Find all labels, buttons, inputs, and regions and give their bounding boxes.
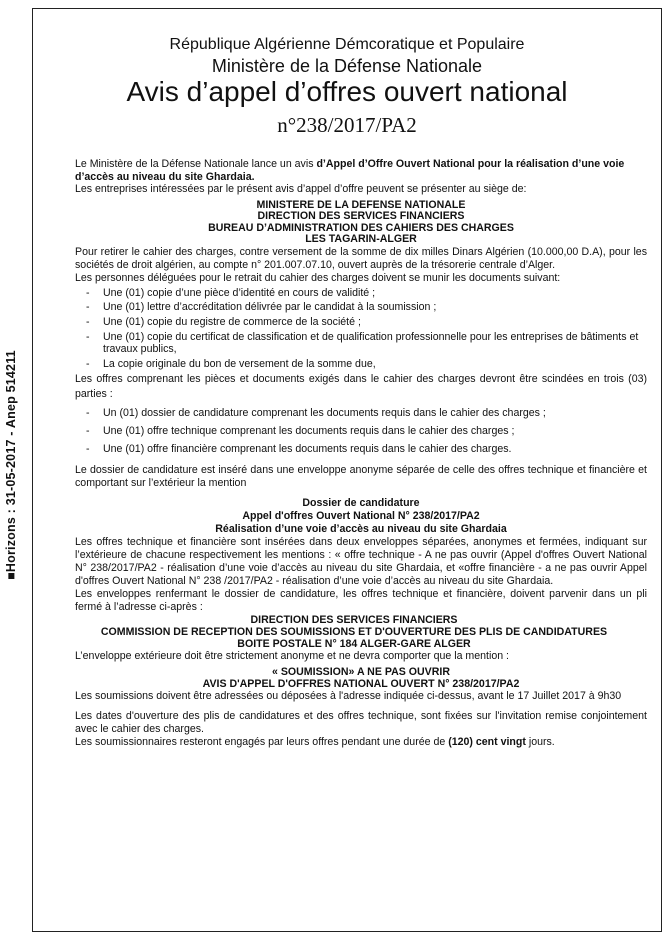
anonyme-paragraph: L’enveloppe extérieure doit être strictement anonyme et ne devra comporter que la mention : bbox=[75, 650, 510, 663]
intro-paragraph-2: Les entreprises intéressées par le présent avis d’appel d’offre peuvent se présenter au siège de: bbox=[75, 183, 527, 196]
mention-block-2 bbox=[75, 667, 647, 690]
mention-line: Appel d'offres Ouvert National N° 238/2017/PA2 bbox=[242, 510, 480, 523]
mention-line: Réalisation d’une voie d’accès au niveau du site Ghardaia bbox=[215, 523, 507, 536]
delegues-paragraph: Les personnes déléguées pour le retrait du cahier des charges doivent se munir les documents suivant: bbox=[75, 271, 561, 284]
pli-paragraph: Les enveloppes renfermant le dossier de candidature, les offres technique et financière, doivent parvenir dans un pli fermé à l’adresse ci-après : bbox=[75, 588, 647, 614]
enveloppes-paragraph: Les offres technique et financière sont insérées dans deux enveloppes séparées, anonymes et fermées, indiquant sur l’extérieure de chacune respectivement les mentions : « offre technique - A ne pas ouvrir (Appel d'offres Ouvert National N° 238/2017/PA2 - réalisation d’une voie d’accès au niveau du site Ghardaia, et «offre financière - a ne pas ouvrir Appel d'offres Ouvert National N° 238 /2017/PA2 - réalisation d’une voie d’accès au niveau du site Ghardaia. bbox=[75, 536, 647, 588]
intro-text: Le Ministère de la Défense Nationale lance un avis bbox=[75, 158, 317, 170]
address-block-1 bbox=[75, 200, 647, 246]
engages-text: Les soumissionnaires resteront engagés par leurs offres pendant une durée de bbox=[75, 736, 449, 749]
address-line: DIRECTION DES SERVICES FINANCIERS bbox=[250, 614, 458, 627]
mention-line: « SOUMISSION» A NE PAS OUVRIR bbox=[272, 666, 450, 679]
offres-paragraph: Les offres comprenant les pièces et documents exigés dans le cahier des charges devront être scindées en trois (03) parties : bbox=[75, 373, 647, 401]
address-line: COMMISSION DE RECEPTION DES SOUMISSIONS ET D'OUVERTURE DES PLIS DE CANDIDATURES bbox=[100, 626, 608, 639]
engages-paragraph bbox=[75, 736, 647, 749]
list-item: - La copie originale du bon de versement de la somme due, bbox=[75, 358, 647, 371]
list-item: - Une (01) offre financière comprenant les documents requis dans le cahier des charges. bbox=[75, 443, 647, 456]
parties-list bbox=[75, 407, 647, 455]
notice-number: n°238/2017/PA2 bbox=[277, 113, 417, 137]
list-item: - Un (01) dossier de candidature comprenant les documents requis dans le cahier des charges ; bbox=[75, 407, 647, 420]
intro-paragraph bbox=[75, 158, 647, 183]
engages-duration: (120) cent vingt bbox=[448, 736, 526, 749]
mention-line: AVIS D'APPEL D'OFFRES NATIONAL OUVERT N° 238/2017/PA2 bbox=[202, 677, 520, 690]
list-item: - Une (01) copie du registre de commerce de la société ; bbox=[75, 316, 647, 329]
republic-line: République Algérienne Démcoratique et Populaire bbox=[169, 36, 525, 53]
mention-line: Dossier de candidature bbox=[302, 497, 420, 510]
mention-block-1 bbox=[75, 497, 647, 536]
address-line: LES TAGARIN-ALGER bbox=[305, 233, 417, 246]
address-line: BUREAU D’ADMINISTRATION DES CAHIERS DES CHARGES bbox=[208, 221, 514, 234]
retrait-paragraph: Pour retirer le cahier des charges, contre versement de la somme de dix milles Dinars Algérien (10.000,00 D.A), pour les sociétés de droit algérien, au compte n° 201.007.07.10, ouvert auprès de la trésorerie centrale d’Alger. bbox=[75, 245, 647, 271]
engages-end: jours. bbox=[525, 736, 555, 749]
address-block-2 bbox=[53, 614, 655, 650]
address-line: MINISTERE DE LA DEFENSE NATIONALE bbox=[256, 198, 466, 211]
intro-bold-text: d’Appel d’Offre Ouvert National pour la réalisation d’une voie d’accès au niveau du site Ghardaia. bbox=[75, 158, 625, 183]
ministry-line: Ministère de la Défense Nationale bbox=[211, 56, 483, 76]
address-line: DIRECTION DES SERVICES FINANCIERS bbox=[257, 210, 465, 223]
dossier-paragraph: Le dossier de candidature est inséré dans une enveloppe anonyme séparée de celle des offres technique et financière et comportant sur l’extérieur la mention bbox=[75, 464, 647, 490]
list-item: - Une (01) offre technique comprenant les documents requis dans le cahier des charges ; bbox=[75, 425, 647, 438]
side-label-text: ■Horizons : 31-05-2017 - Anep 514211 bbox=[4, 350, 18, 580]
list-item: - Une (01) copie d’une pièce d’identité en cours de validité ; bbox=[75, 287, 647, 300]
documents-list bbox=[75, 287, 647, 371]
list-item: - Une (01) copie du certificat de classification et de qualification professionnelle pour les entreprises de bâtiments et travaux publics, bbox=[75, 331, 647, 356]
list-item: - Une (01) lettre d’accréditation délivrée par le candidat à la soumission ; bbox=[75, 301, 647, 314]
dates-paragraph: Les dates d'ouverture des plis de candidatures et des offres technique, sont fixées sur l'invitation remise conjointement avec le cahier des charges. bbox=[75, 710, 647, 736]
notice-body bbox=[75, 158, 647, 749]
address-line: BOITE POSTALE N° 184 ALGER-GARE ALGER bbox=[237, 638, 471, 651]
soumissions-paragraph: Les soumissions doivent être adressées ou déposées à l'adresse indiquée ci-dessus, avant le 17 Juillet 2017 à 9h30 bbox=[75, 690, 622, 703]
side-label bbox=[0, 300, 24, 630]
notice-title: Avis d’appel d’offres ouvert national bbox=[126, 76, 568, 107]
